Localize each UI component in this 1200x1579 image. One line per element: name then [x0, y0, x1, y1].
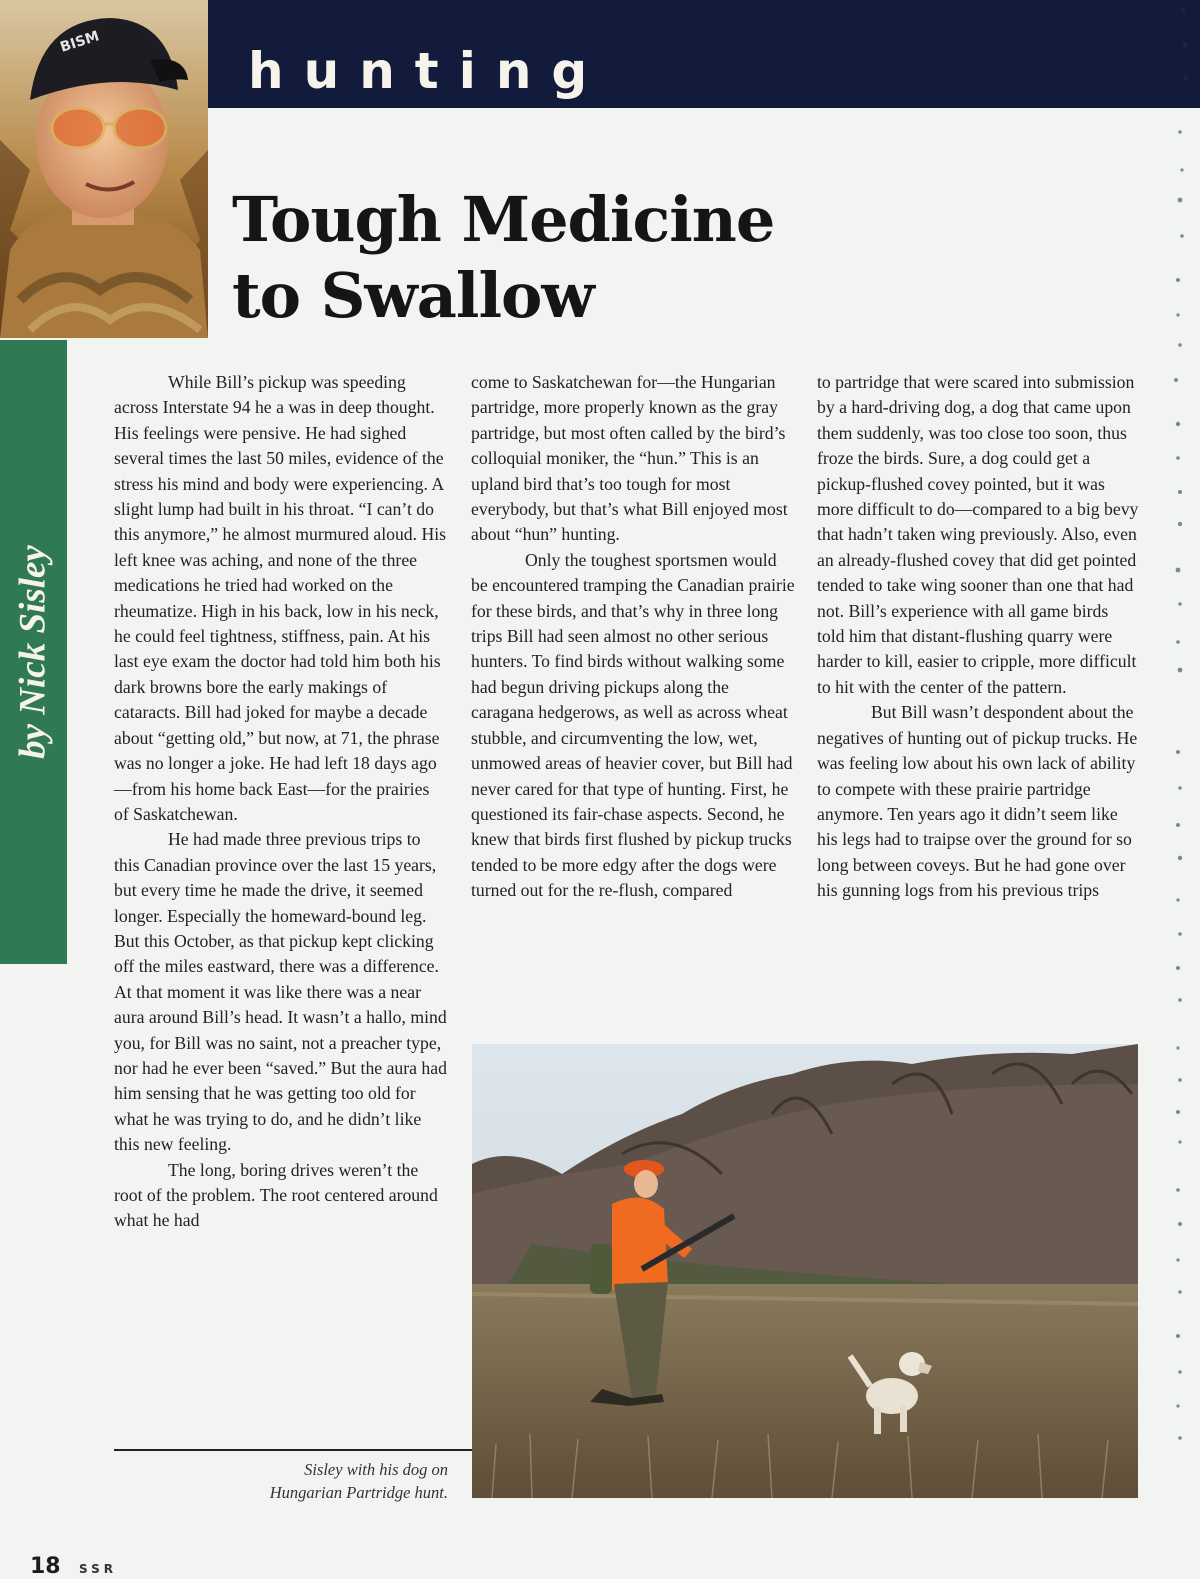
- paragraph: He had made three previous trips to this Canadian province over the last 15 years, but every time he made the drive, it seemed longer. Especially the homeward-bound leg. But this October, as that pickup kept clicking off the miles eastward, there was a difference. At that moment it was like there was a near aura around Bill’s head. It wasn’t a hallo, mind you, for Bill was no saint, not a preacher type, nor had he ever been “saved.” But the aura had him sensing that he was getting too old for what he was trying to do, and he didn’t like this new feeling.: [114, 829, 447, 1155]
- paragraph: But Bill wasn’t despondent about the negatives of hunting out of pickup trucks. He was feeling low about his own lack of ability to compete with these prairie partridge anymore. Ten years ago it didn’t seem like his legs had to traipse over the ground for so long between coveys. But he had gone over his gunning logs from his previous trips: [817, 702, 1138, 901]
- article-title-line-1: Tough Medicine: [232, 183, 775, 256]
- body-column-1: [114, 370, 448, 1234]
- section-label: hunting: [248, 42, 608, 100]
- hunting-photo: [472, 1044, 1138, 1498]
- caption-line-1: Sisley with his dog on: [304, 1460, 448, 1479]
- article-title-line-2: to Swallow: [232, 259, 594, 332]
- paragraph: come to Saskatchewan for—the Hungarian partridge, more properly known as the gray partridge, but most often called by the bird’s colloquial moniker, the “hun.” This is an upland bird that’s too tough for most everybody, but that’s what Bill enjoyed most about “hun” hunting.: [471, 372, 788, 545]
- svg-text:BISM: BISM: [58, 28, 102, 56]
- author-photo: [0, 0, 208, 338]
- article-title: [232, 182, 774, 334]
- binding-margin: [1166, 0, 1200, 1568]
- byline: by Nick Sisley: [12, 545, 54, 759]
- magazine-abbreviation: SSR: [79, 1562, 117, 1576]
- paragraph: The long, boring drives weren’t the root of the problem. The root centered around what he had: [114, 1159, 438, 1231]
- caption-line-2: Hungarian Partridge hunt.: [269, 1483, 448, 1502]
- paragraph: While Bill’s pickup was speeding across Interstate 94 he a was in deep thought. His feelings were pensive. He had sighed several times the last 50 miles, evidence of the stress his mind and body were experiencing. A slight lump had built in his throat. “I can’t do this anymore,” he almost murmured aloud. His left knee was aching, and none of the three medications he tried had worked on the rheumatize. High in his back, low in his neck, he could feel tightness, stiffness, pain. At his last eye exam the doctor had told him both his dark browns bore the early makings of cataracts. Bill had joked for maybe a decade about “getting old,” but now, at 71, the phrase was no longer a joke. He had left 18 days ago—from his home back East—for the prairies of Saskatchewan.: [114, 372, 447, 824]
- body-column-3: [817, 370, 1139, 904]
- caption-rule: [114, 1449, 472, 1451]
- paragraph: to partridge that were scared into submission by a hard-driving dog, a dog that came upon them suddenly, was too close too soon, thus froze the birds. Sure, a dog could get a pickup-flushed covey pointed, but it was more difficult to do—compared to a big bevy that hadn’t taken wing previously. Also, even an already-flushed covey that did get pointed tended to take wing sooner than one that had not. Bill’s experience with all game birds told him that distant-flushing quarry were harder to kill, easier to cripple, more difficult to hit with the center of the pattern.: [817, 372, 1139, 697]
- paragraph: Only the toughest sportsmen would be encountered tramping the Canadian prairie for these birds, and that’s why in three long trips Bill had seen almost no other serious hunters. To find birds without walking some had begun driving pickups along the caragana hedgerows, as well as across wheat stubble, and circumventing the low, wet, unmowed areas of heavier cover, but Bill had never cared for that type of hunting. First, he questioned its fair-chase aspects. Second, he knew that birds first flushed by pickup trucks tended to be more edgy after the dogs were turned out for the re-flush, compared: [471, 549, 795, 901]
- photo-caption: [200, 1458, 448, 1504]
- body-column-2: [471, 370, 795, 904]
- page-number: 18: [30, 1554, 61, 1579]
